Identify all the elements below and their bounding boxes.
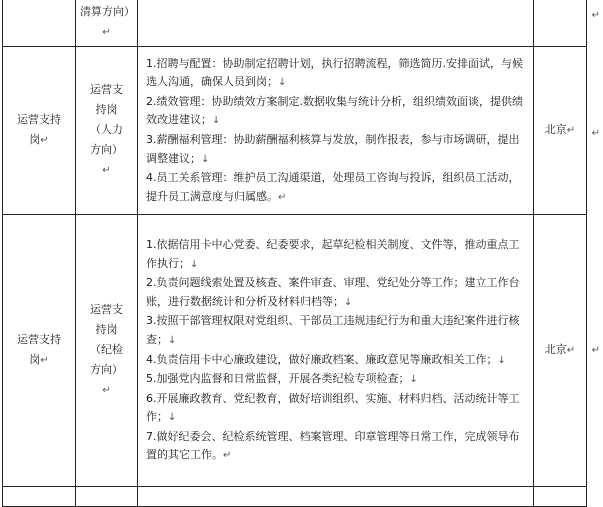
paragraph-mark: ↵ — [591, 10, 600, 21]
position-cell: 清算方向）↵ — [76, 0, 138, 47]
dept-cell — [3, 0, 76, 47]
duty-item: 2.绩效管理：协助绩效方案制定.数据收集与统计分析，组织绩效面谈，提供绩效改进建议；↓ — [146, 94, 523, 127]
duties-cell — [138, 0, 534, 47]
location-label: 北京 — [544, 343, 567, 356]
location-cell — [534, 0, 587, 47]
job-table — [2, 0, 587, 507]
location-label: 北京 — [544, 123, 567, 136]
table-row — [3, 0, 587, 47]
duty-item: 5.加强党内监督和日常监督，开展各类纪检专项检查；↓ — [146, 372, 418, 386]
duty-item: 1.依据信用卡中心党委、纪委要求，起草纪检相关制度、文件等，推动重点工作执行；↓ — [146, 237, 520, 270]
paragraph-mark: ↵ — [591, 128, 600, 139]
dept-cell: 运营支持岗↵ — [3, 47, 76, 215]
location-cell: 北京↵ — [534, 47, 587, 215]
paragraph-mark: ↵ — [591, 345, 600, 356]
duty-item: 2.负责问题线索处置及核查、案件审查、审理、党纪处分等工作；建立工作台账，进行数据统计和分析及材料归档等；↓ — [146, 276, 520, 308]
duties-cell — [138, 215, 534, 487]
position-cell: 运营支持岗（纪检方向）↵ — [76, 215, 138, 487]
position-cell: 运营支持岗（人力方向）↵ — [76, 47, 138, 215]
table-row — [3, 215, 587, 487]
dept-cell: 运营支持岗↵ — [3, 215, 76, 487]
position-label: 运营支持岗（纪检方向） — [90, 303, 123, 376]
location-cell: 北京↵ — [534, 215, 587, 487]
position-label: 清算方向） — [80, 5, 135, 18]
duty-item: 3.按照干部管理权限对党组织、干部员工违规违纪行为和重大违纪案件进行核查；↓ — [146, 314, 520, 346]
duty-item: 7.做好纪委会、纪检系统管理、档案管理、印章管理等日常工作，完成领导布置的其它工作。↵ — [146, 429, 520, 462]
table-row — [3, 47, 587, 215]
duty-item: 3.薪酬福利管理：协助薪酬福利核算与发放，制作报表，参与市场调研，提出调整建议；↓ — [146, 133, 520, 165]
duties-cell — [138, 47, 534, 215]
duty-item: 4.负责信用卡中心廉政建设，做好廉政档案、廉政意见等廉政相关工作；↓ — [146, 352, 506, 366]
dept-label: 运营支持岗 — [17, 113, 61, 146]
duty-item: 6.开展廉政教育、党纪教育，做好培训组织、实施、材料归档、活动统计等工作；↓ — [146, 391, 520, 424]
dept-label: 运营支持岗 — [17, 333, 61, 366]
duty-item: 1.招聘与配置：协助制定招聘计划，执行招聘流程，筛选简历.安排面试，与候选人沟通，确保人员到岗；↓ — [146, 56, 523, 89]
position-label: 运营支持岗（人力方向） — [90, 83, 123, 156]
duty-item: 4.员工关系管理：维护员工沟通渠道，处理员工咨询与投诉，组织员工活动，提升员工满意度与归属感。↵ — [146, 171, 520, 203]
